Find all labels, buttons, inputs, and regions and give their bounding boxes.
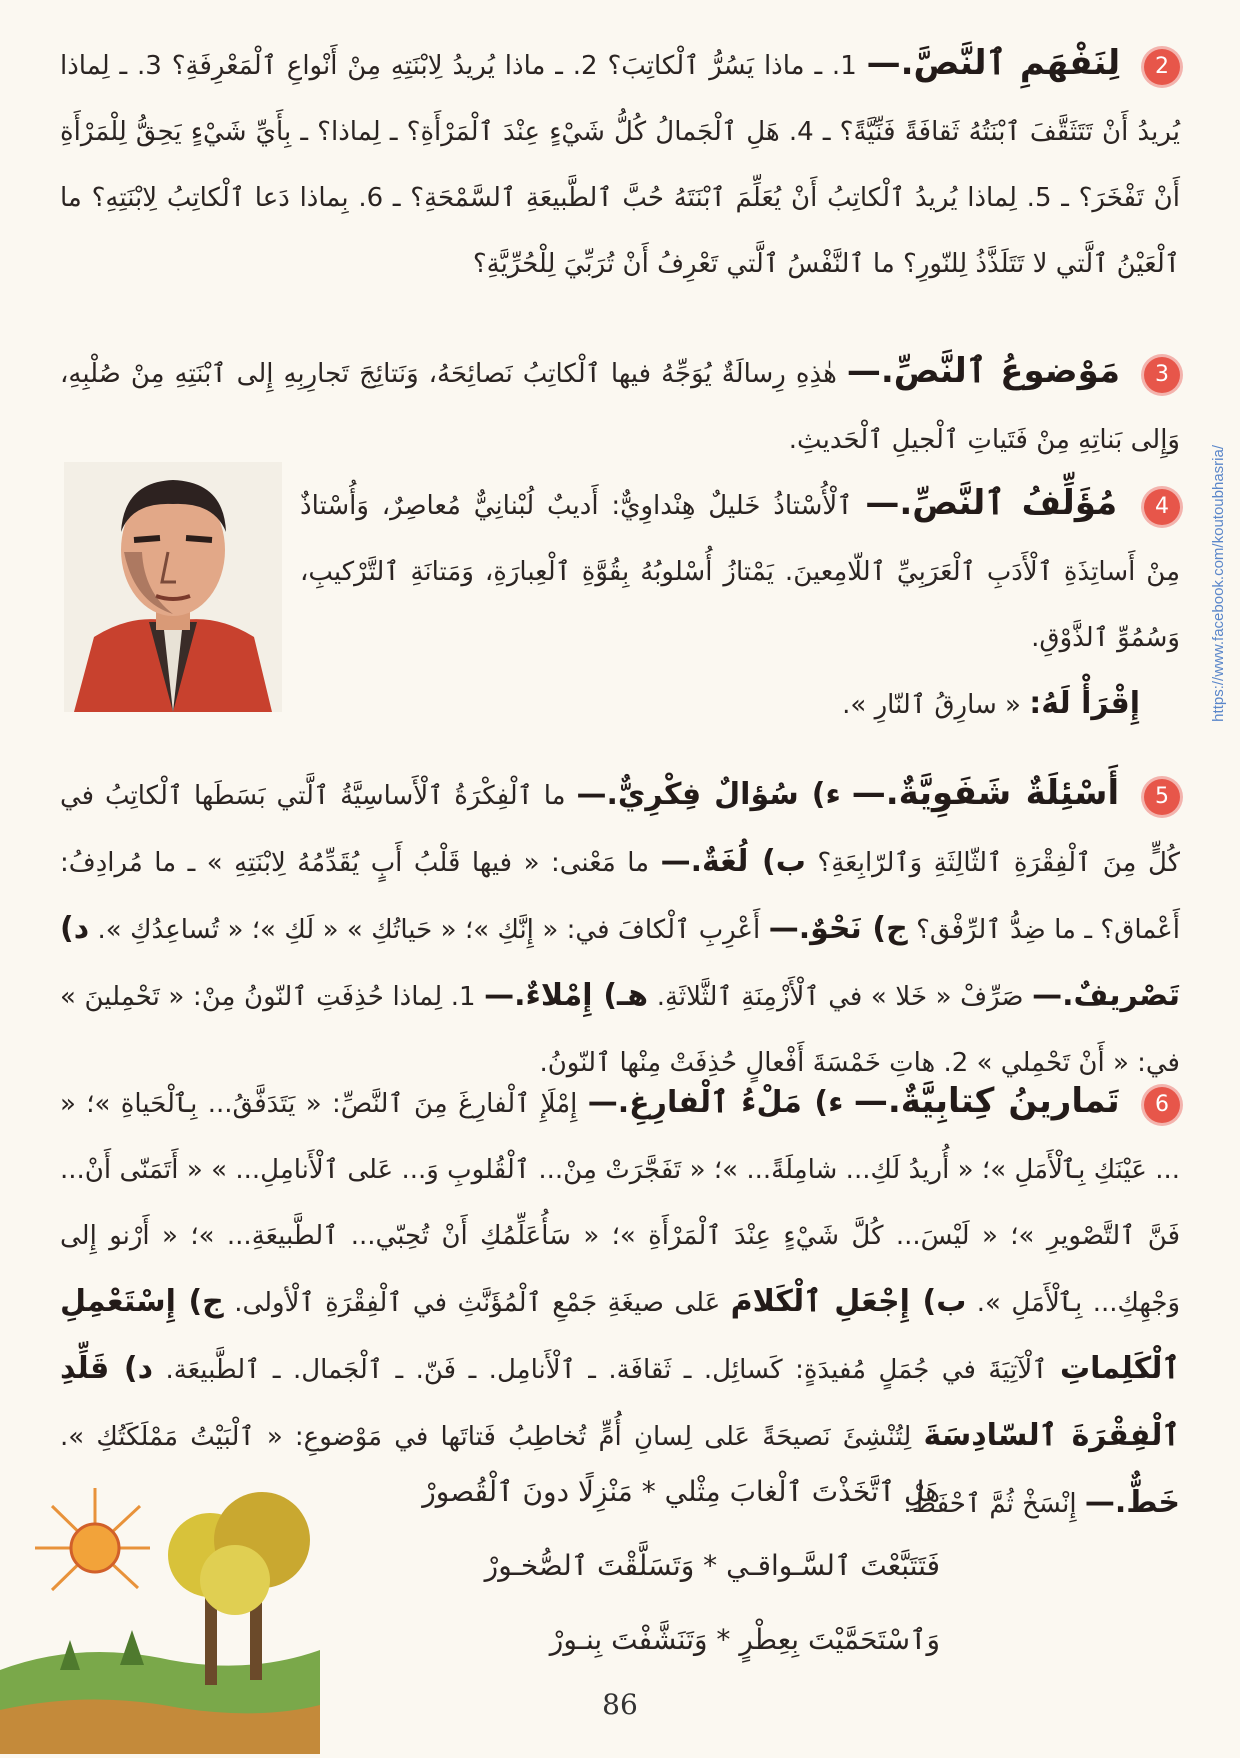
exercise-b-text: عَلى صيغَةِ جَمْعِ ٱلْمُؤَنَّثِ في ٱلْفِقْرَةِ ٱلْأولى. — [234, 1288, 721, 1318]
question-d-label: د) تَصْريفٌ.— — [60, 911, 1181, 1013]
section-heading: مُؤَلِّفُ ٱلنَّصِّ.— — [865, 483, 1118, 523]
question-b-label: ب) لُغَةٌ.— — [660, 844, 806, 879]
section-topic — [60, 338, 1180, 473]
poem-line: وَٱسْتَحَمَّيْتَ بِعِطْرٍ * وَتَنَشَّفْتَ بِنـورْ — [549, 1623, 940, 1656]
question-a-label: ء) سُؤالٌ فِكْرِيٌّ.— — [576, 777, 841, 812]
exercise-d-text: لِتُنْشِئَ نَصيحَةً عَلى لِسانِ أُمٍّ تُخاطِبُ فَتاتَها في مَوْضوعِ: « ٱلْبَيْتُ مَمْلَكَتُكِ ». — [60, 1422, 912, 1452]
question-b-text: ما مَعْنى: « فيها قَلْبُ أَبٍ يُقَدِّمُهُ لِابْنَتِهِ » ـ ما مُرادِفُ: أَعْماق؟ ـ ما ضِدُّ ٱلرِّفْق؟ — [60, 848, 1181, 945]
section-heading: لِنَفْهَمِ ٱلنَّصَّ.— — [866, 43, 1121, 83]
exercise-b-label: ب) إِجْعَلِ ٱلْكَلامَ — [730, 1284, 967, 1319]
question-a-text: ما ٱلْفِكْرَةُ ٱلْأَساسِيَّةُ ٱلَّتي بَسَطَها ٱلْكاتِبُ في كُلٍّ مِنَ ٱلْفِقْرَةِ ٱلثّالِثَةِ وَٱلرّابِعَةِ؟ — [60, 781, 1181, 878]
question-e-text: 1. لِماذا حُذِفَتِ ٱلنّونُ مِنْ: « تَحْمِلينَ » في: « أَنْ تَحْمِلي » 2. هاتِ خَمْسَةَ أَفْعالٍ حُذِفَتْ مِنْها ٱلنّونُ. — [60, 982, 1180, 1078]
exercise-c-text: ٱلْآتِيَةَ في جُمَلٍ مُفيدَةٍ: كَسائِل. ـ ثَقافَة. ـ ٱلْأَنامِل. ـ فَنّ. ـ ٱلْجَمال. ـ ٱلطَّبيعَة. — [165, 1355, 1048, 1385]
section-oral-questions — [60, 760, 1180, 1096]
watermark-url[interactable]: https://www.facebook.com/koutoubhasria/ — [1210, 445, 1227, 722]
question-c-label: ج) نَحْوٌ.— — [768, 911, 908, 946]
section-body: 1. ـ ماذا يَسُرُّ ٱلْكاتِبَ؟ 2. ـ ماذا يُريدُ لِابْنَتِهِ مِنْ أَنْواعِ ٱلْمَعْرِفَةِ؟ 3. ـ لِماذا يُريدُ أَنْ تَتَثَقَّفَ ٱبْنَتُهُ ثَقافَةً فَنِّيَّةً؟ ـ 4. هَلِ ٱلْجَمالُ كُلُّ شَيْءٍ عِنْدَ ٱلْمَرْأَةِ؟ ـ لِماذا؟ ـ بِأَيِّ شَيْءٍ يَحِقُّ لِلْمَرْأَةِ أَنْ تَفْخَرَ؟ ـ 5. لِماذا يُريدُ ٱلْكاتِبُ أَنْ يُعَلِّمَ ٱبْنَتَهُ حُبَّ ٱلطَّبيعَةِ ٱلسَّمْحَةِ؟ ـ 6. بِماذا دَعا ٱلْكاتِبُ لِابْنَتِهِ؟ ما ٱلْعَيْنُ ٱلَّتي لا تَتَلَذَّذُ لِلنّورِ؟ ما ٱلنَّفْسُ ٱلَّتي تَعْرِفُ أَنْ تُرَبِّيَ لِلْحُرِّيَّةِ؟ — [60, 51, 1181, 279]
exercise-a-label: ء) مَلْءُ ٱلْفارِغِ.— — [587, 1085, 844, 1120]
poem — [380, 1455, 940, 1677]
section-heading: مَوْضوعُ ٱلنَّصِّ.— — [846, 351, 1121, 391]
exercise-a-text: إِمْلَإِ ٱلْفارِغَ مِنَ ٱلنَّصِّ: « يَتَدَفَّقُ... بِٱلْحَياةِ »؛ « ... عَيْنَكِ بِٱلْأَمَلِ »؛ « أُريدُ لَكِ... شامِلَةً... »؛ « تَفَجَّرَتْ مِنْ... ٱلْقُلوبِ وَ... عَلى ٱلْأَنامِلِ... » « أَتَمَنّى أَنْ... فَنَّ ٱلتَّصْويرِ »؛ « لَيْسَ... كُلَّ شَيْءٍ عِنْدَ ٱلْمَرْأَةِ »؛ « سَأُعَلِّمُكِ أَنْ تُحِبّي... ٱلطَّبيعَةِ... »؛ « أَرْنو إِلى وَجْهِكِ... بِٱلْأَمَلِ ». — [60, 1089, 1181, 1318]
page-number: 86 — [602, 1688, 638, 1721]
poem-line: فَتَتَبَّعْتَ ٱلسَّـواقـي * وَتَسَلَّقْتَ ٱلصُّخـورْ — [484, 1549, 940, 1582]
section-body: ٱلْأُسْتاذُ خَليلٌ هِنْداوِيٌّ: أَديبٌ لُبْنانِيٌّ مُعاصِرٌ، وَأُسْتاذٌ مِنْ أَساتِذَةِ ٱلْأَدَبِ ٱلْعَرَبِيِّ ٱللّامِعينَ. يَمْتازُ أُسْلوبُهُ بِقُوَّةِ ٱلْعِبارَةِ، وَمَتانَةِ ٱلتَّرْكيبِ، وَسُمُوِّ ٱلذَّوْقِ. — [300, 491, 1180, 653]
author-portrait — [64, 462, 282, 712]
poem-line: هَلِ ٱتَّخَذْتَ ٱلْغابَ مِثْلي * مَنْزِلًا دونَ ٱلْقُصورْ — [422, 1475, 940, 1508]
section-number-badge: 4 — [1144, 489, 1180, 525]
section-heading: تَمارينُ كِتابِيَّةٌ.— — [853, 1081, 1120, 1121]
section-number-badge: 2 — [1144, 49, 1180, 85]
exercise-e-label: خَطٌّ.— — [1084, 1485, 1180, 1520]
section-number-badge: 5 — [1144, 779, 1180, 815]
section-author — [300, 470, 1180, 738]
exercise-e-text: إِنْسَخْ ثُمَّ ٱحْفَظْ: — [903, 1489, 1077, 1519]
section-number-badge: 3 — [1144, 357, 1180, 393]
question-d-text: صَرِّفْ « خَلا » في ٱلْأَزْمِنَةِ ٱلثَّلاثَةِ. — [656, 982, 1024, 1012]
section-body: هٰذِهِ رِسالَةٌ يُوَجِّهُ فيها ٱلْكاتِبُ نَصائِحَهُ، وَنَتائِجَ تَجارِبِهِ إِلى ٱبْنَتِهِ مِنْ صُلْبِهِ، وَإِلى بَناتِهِ مِنْ فَتَياتِ ٱلْجيلِ ٱلْحَديثِ. — [60, 359, 1180, 455]
exercise-d-label: د) قَلِّدِ ٱلْفِقْرَةَ ٱلسّادِسَةَ — [60, 1351, 1180, 1453]
landscape-illustration — [0, 1470, 320, 1754]
question-c-text: أَعْرِبِ ٱلْكافَ في: « إِنَّكِ »؛ « حَياتُكِ » « لَكِ »؛ « تُساعِدُكِ ». — [97, 915, 761, 945]
exercise-c-label: ج) إِسْتَعْمِلِ ٱلْكَلِماتِ — [60, 1284, 1180, 1386]
read-more-line — [300, 671, 1180, 738]
read-more-label: إِقْرَأْ لَهُ: — [1029, 686, 1140, 721]
section-comprehension — [60, 30, 1180, 297]
read-more-title: « سارِقُ ٱلنّارِ ». — [842, 690, 1021, 720]
question-e-label: هـ) إِمْلاءٌ.— — [484, 978, 649, 1013]
section-number-badge: 6 — [1144, 1087, 1180, 1123]
section-heading: أَسْئِلَةٌ شَفَوِيَّةٌ.— — [851, 773, 1120, 813]
